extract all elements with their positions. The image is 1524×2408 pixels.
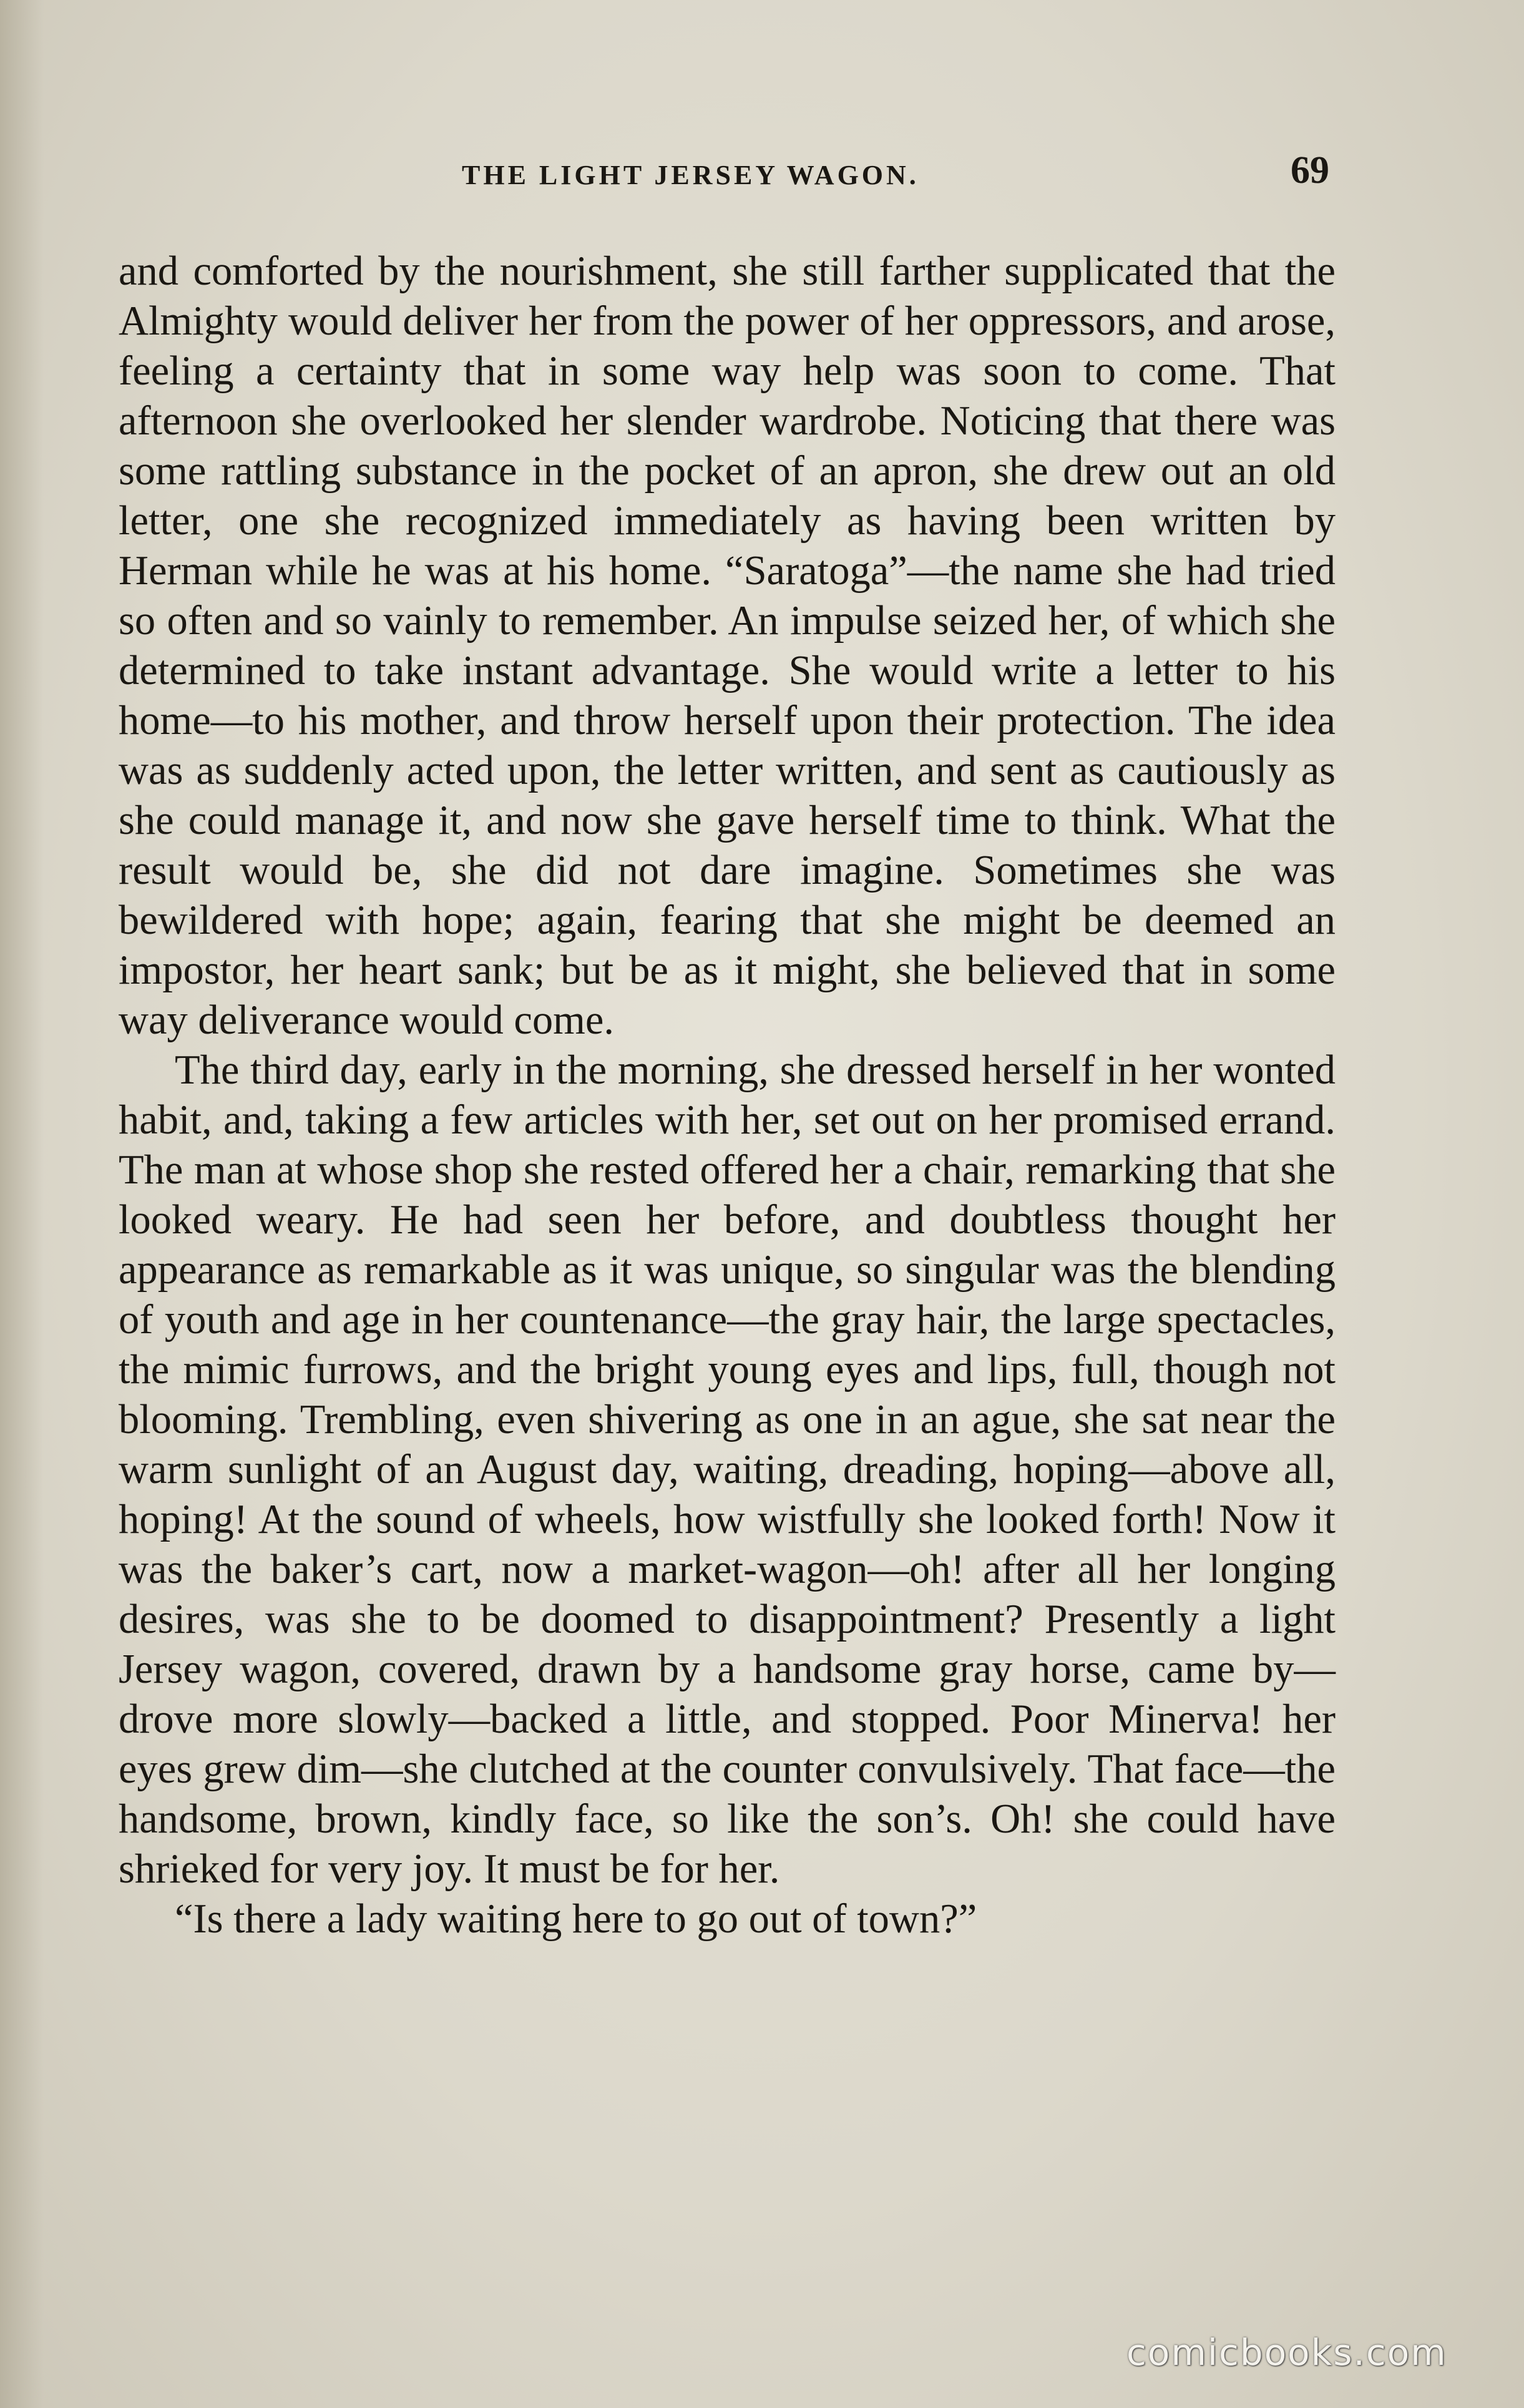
watermark: comicbooks.com xyxy=(1126,2331,1447,2374)
page-number: 69 xyxy=(1291,149,1329,192)
running-title: THE LIGHT JERSEY WAGON. xyxy=(462,160,919,190)
body-text xyxy=(119,247,1336,1944)
page-binding-shadow xyxy=(0,0,44,2408)
paragraph-2: The third day, early in the morning, she dressed herself in her wonted habit, and, taking a few articles with her, set out on her promised errand. The man at whose shop she rested offered her a chair, remarking that she looked weary. He had seen her before, and doubtless thought her appearance as remarkable as it was unique, so singular was the blending of youth and age in her countenance—the gray hair, the large spectacles, the mimic furrows, and the bright young eyes and lips, full, though not blooming. Trembling, even shivering as one in an ague, she sat near the warm sunlight of an August day, waiting, dreading, hoping—above all, hoping! At the sound of wheels, how wistfully she looked forth! Now it was the baker’s cart, now a market-wagon—oh! after all her longing desires, was she to be doomed to disappointment? Presently a light Jersey wagon, covered, drawn by a handsome gray horse, came by—drove more slowly—backed a little, and stopped. Poor Minerva! her eyes grew dim—she clutched at the counter convulsively. That face—the handsome, brown, kindly face, so like the son’s. Oh! she could have shrieked for very joy. It must be for her. xyxy=(119,1047,1336,1892)
paragraph-1: and comforted by the nourishment, she still farther supplicated that the Almighty would deliver her from the power of her oppressors, and arose, feeling a certainty that in some way help was soon to come. That afternoon she overlooked her slender wardrobe. Noticing that there was some rattling substance in the pocket of an apron, she drew out an old letter, one she recognized immediately as having been written by Herman while he was at his home. “Saratoga”—the name she had tried so often and so vainly to remember. An impulse seized her, of which she determined to take instant advantage. She would write a letter to his home—to his mother, and throw herself upon their protection. The idea was as suddenly acted upon, the letter written, and sent as cautiously as she could manage it, and now she gave herself time to think. What the result would be, she did not dare imagine. Sometimes she was bewildered with hope; again, fearing that she might be deemed an impostor, her heart sank; but be as it might, she believed that in some way deliverance would come. xyxy=(119,248,1336,1043)
paragraph-3: “Is there a lady waiting here to go out of town?” xyxy=(175,1896,977,1942)
